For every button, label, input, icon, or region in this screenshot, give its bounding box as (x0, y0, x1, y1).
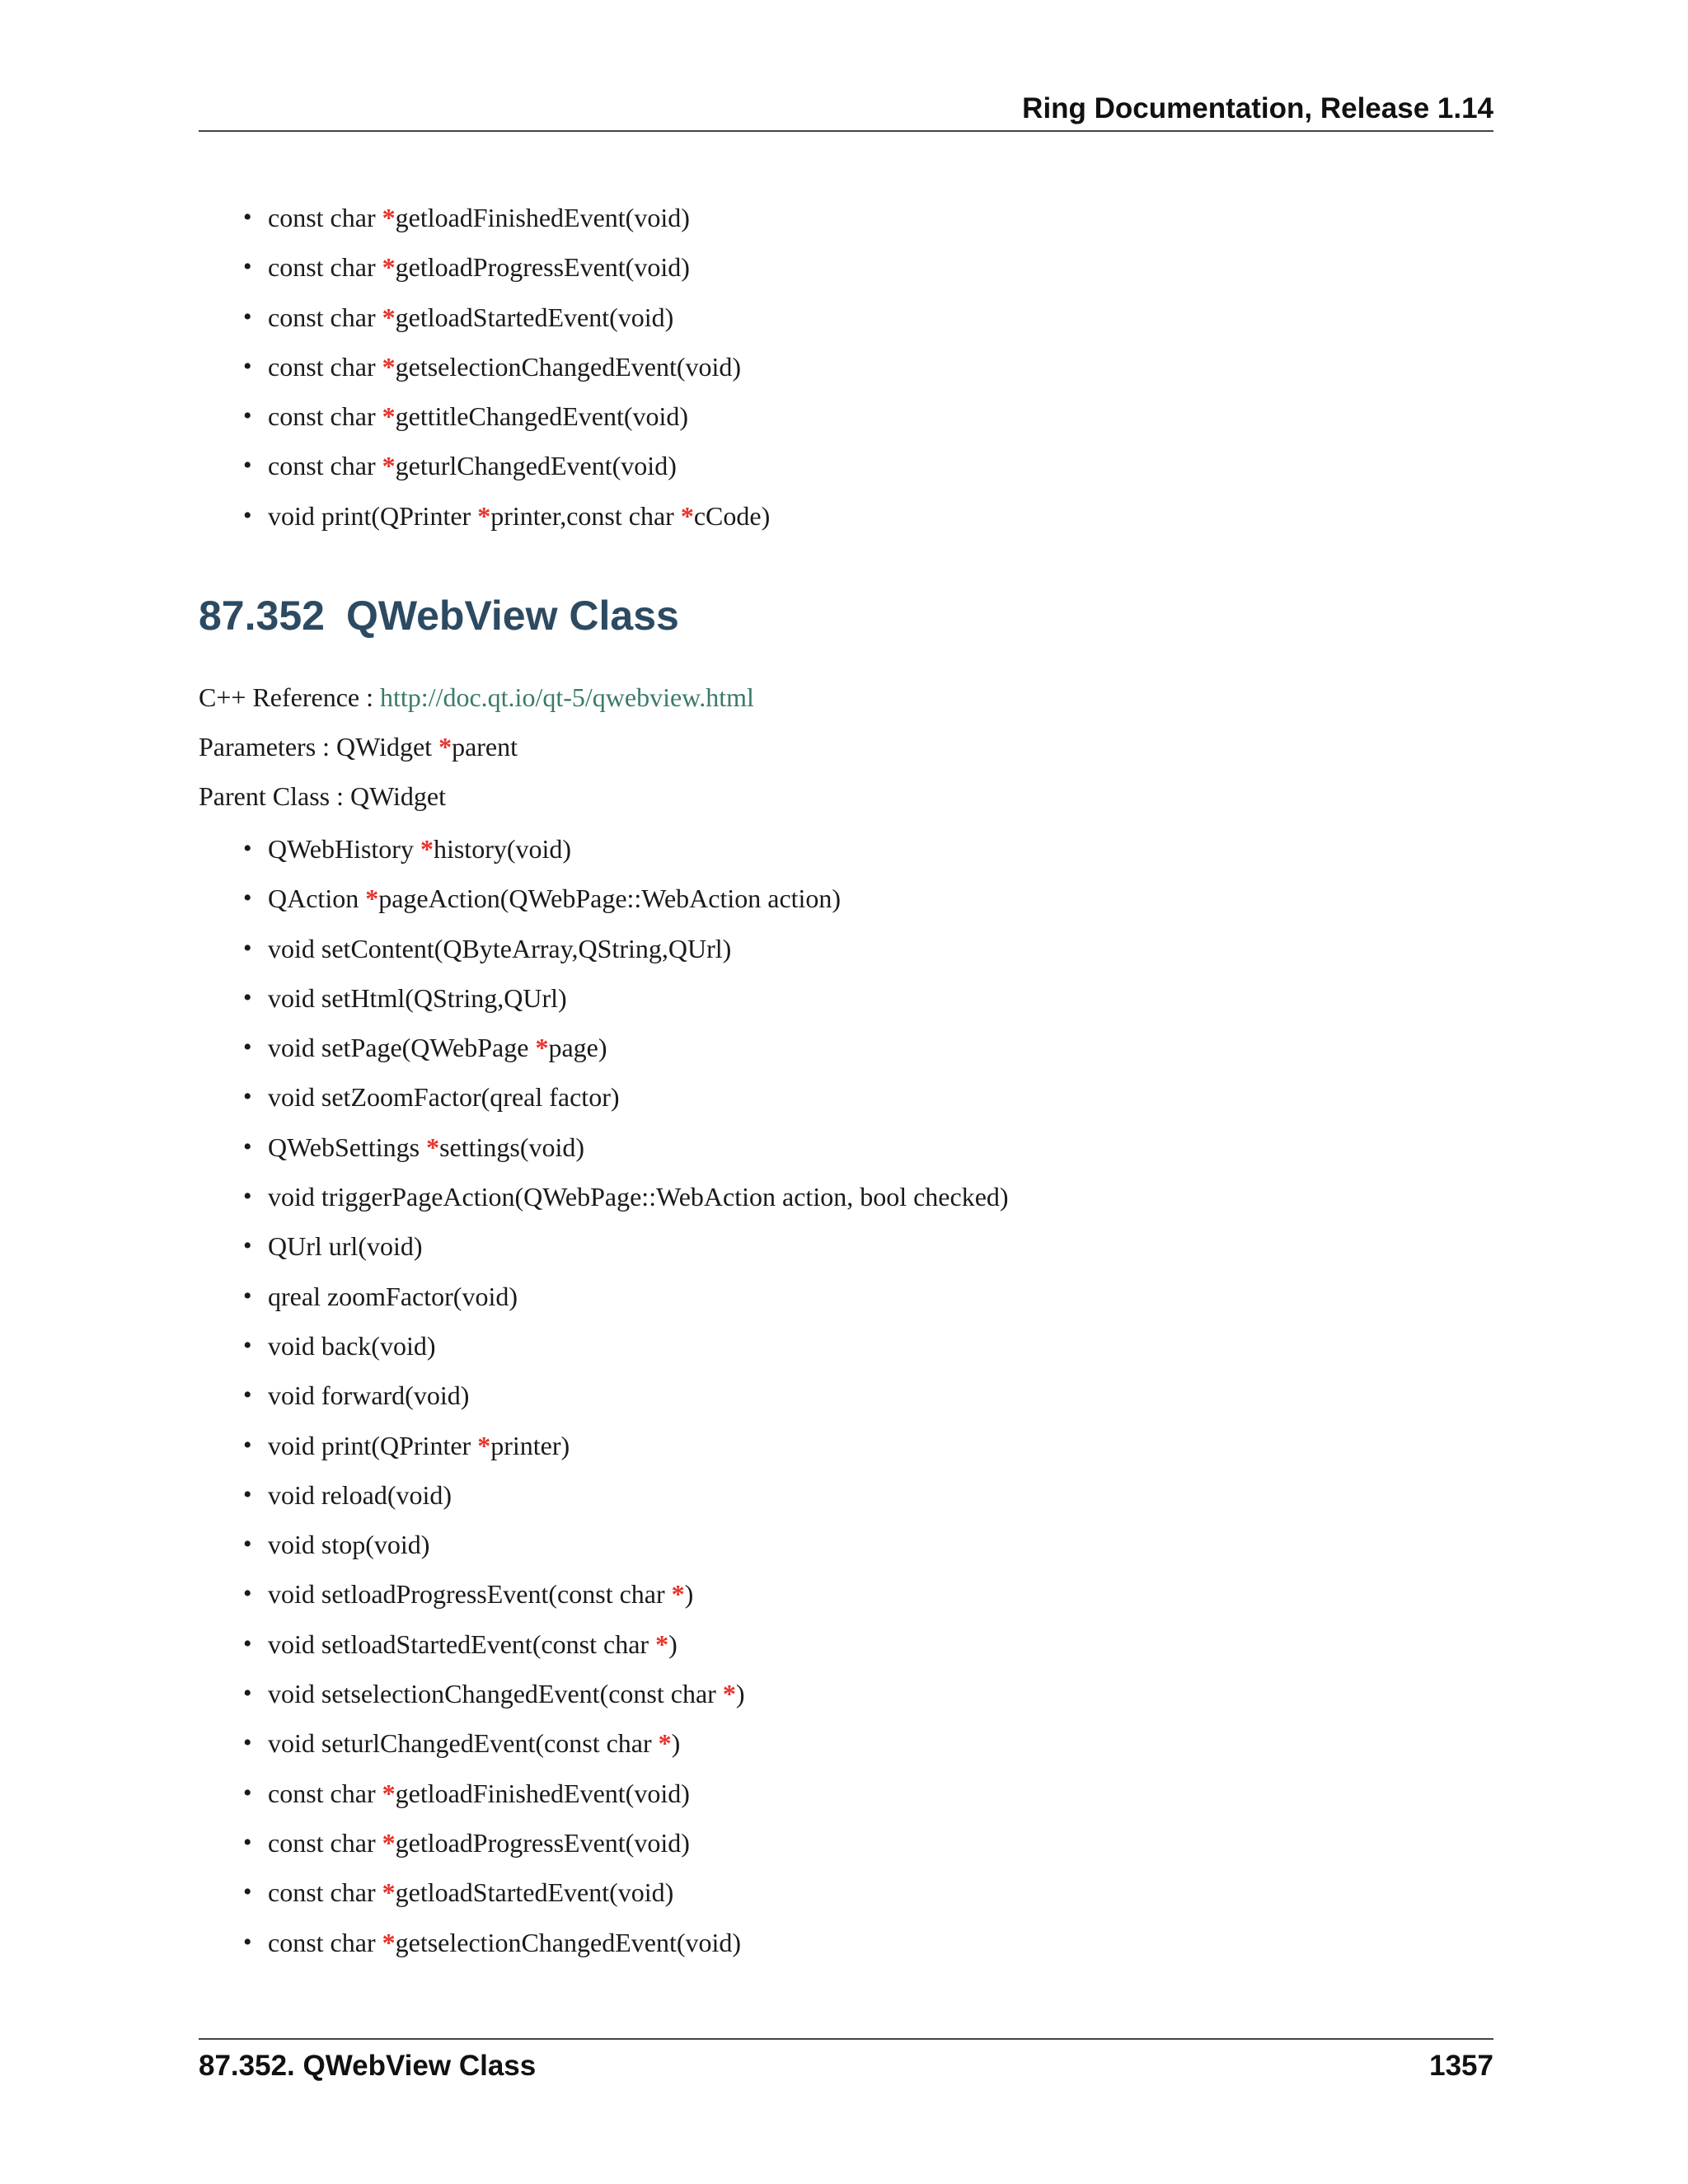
method-signature-text: ) (684, 1579, 694, 1610)
method-signature-text: gettitleChangedEvent(void) (395, 401, 689, 432)
list-item (243, 1718, 1009, 1768)
pointer-star: * (382, 401, 396, 432)
list-item (243, 1520, 1009, 1569)
method-signature-text: void back(void) (268, 1330, 436, 1361)
method-signature-text: void setloadStartedEvent(const char (268, 1629, 656, 1659)
method-signature-text: getloadProgressEvent(void) (395, 252, 690, 283)
parameters-name: parent (452, 732, 518, 762)
list-item (243, 1619, 1009, 1669)
method-signature-text: const char (268, 351, 382, 382)
pointer-star: * (382, 451, 396, 481)
method-signature-text: getloadStartedEvent(void) (395, 302, 674, 332)
list-item (243, 1769, 1009, 1818)
pointer-star: * (426, 1132, 440, 1162)
list-item (243, 342, 770, 391)
pointer-star: * (722, 1679, 736, 1709)
method-signature-text: QWebSettings (268, 1132, 427, 1162)
method-signature-text: const char (268, 1778, 382, 1808)
pointer-star: * (655, 1629, 669, 1659)
method-signature-text: const char (268, 451, 382, 481)
method-list-qwebview (243, 824, 1009, 1967)
cpp-reference (199, 681, 754, 714)
method-signature-text: page) (548, 1033, 607, 1063)
method-signature-text: getselectionChangedEvent(void) (395, 1927, 742, 1957)
pointer-star: * (658, 1728, 672, 1759)
list-item (243, 193, 770, 242)
method-signature-text: geturlChangedEvent(void) (395, 451, 677, 481)
method-signature-text: history(void) (433, 834, 572, 864)
pointer-star: * (420, 834, 434, 864)
pointer-star: * (535, 1033, 549, 1063)
section-number: 87.352 (199, 593, 325, 639)
list-item (243, 293, 770, 342)
list-item (243, 1669, 1009, 1718)
method-signature-text: ) (735, 1679, 745, 1709)
footer-section-label: 87.352. QWebView Class (199, 2050, 537, 2082)
method-signature-text: QAction (268, 883, 366, 914)
method-signature-text: ) (671, 1728, 681, 1759)
method-list-previous-class (243, 193, 770, 541)
section-title: QWebView Class (345, 593, 679, 639)
list-item (243, 973, 1009, 1023)
list-item (243, 242, 770, 292)
method-signature-text: void setContent(QByteArray,QString,QUrl) (268, 933, 732, 963)
list-item (243, 1321, 1009, 1371)
method-signature-text: QUrl url(void) (268, 1231, 423, 1262)
method-signature-text: void setPage(QWebPage (268, 1033, 536, 1063)
parameters-label: Parameters : QWidget (199, 732, 439, 762)
method-signature-text: void reload(void) (268, 1479, 452, 1510)
pointer-star: * (382, 302, 396, 332)
method-signature-text: printer,const char (490, 500, 681, 531)
pointer-star: * (438, 732, 452, 762)
parent-class: Parent Class : QWidget (199, 781, 446, 811)
list-item (243, 924, 1009, 973)
method-signature-text: QWebHistory (268, 834, 420, 864)
list-item (243, 1221, 1009, 1271)
method-signature-text: void print(QPrinter (268, 1430, 478, 1460)
method-signature-text: settings(void) (439, 1132, 585, 1162)
pointer-star: * (382, 351, 396, 382)
method-signature-text: const char (268, 1827, 382, 1858)
pointer-star: * (382, 1827, 396, 1858)
pointer-star: * (365, 883, 379, 914)
method-signature-text: void setHtml(QString,QUrl) (268, 982, 567, 1013)
cpp-reference-link[interactable]: http://doc.qt.io/qt-5/qwebview.html (380, 682, 754, 712)
list-item (243, 1569, 1009, 1619)
method-signature-text: const char (268, 1927, 382, 1957)
method-signature-text: void setZoomFactor(qreal factor) (268, 1082, 620, 1113)
pointer-star: * (382, 1927, 396, 1957)
parameters (199, 730, 518, 763)
list-item (243, 491, 770, 541)
pointer-star: * (382, 203, 396, 232)
list-item (243, 1272, 1009, 1321)
method-signature-text: const char (268, 1877, 382, 1908)
page-header (199, 89, 1493, 132)
pointer-star: * (382, 1877, 396, 1908)
method-signature-text: pageAction(QWebPage::WebAction action) (378, 883, 842, 914)
cpp-reference-label: C++ Reference : (199, 682, 380, 712)
list-item (243, 1371, 1009, 1420)
method-signature-text: printer) (490, 1430, 570, 1460)
method-signature-text: getloadStartedEvent(void) (395, 1877, 674, 1908)
method-signature-text: void forward(void) (268, 1380, 470, 1411)
method-signature-text: const char (268, 401, 382, 432)
method-signature-text: getloadFinishedEvent(void) (395, 203, 690, 232)
list-item (243, 824, 1009, 874)
method-signature-text: void setselectionChangedEvent(const char (268, 1679, 723, 1709)
list-item (243, 1172, 1009, 1221)
pointer-star: * (382, 252, 396, 283)
page-footer (199, 2038, 1493, 2097)
method-signature-text: void seturlChangedEvent(const char (268, 1728, 659, 1759)
method-signature-text: cCode) (693, 500, 771, 531)
method-signature-text: getloadProgressEvent(void) (395, 1827, 690, 1858)
list-item (243, 874, 1009, 923)
pointer-star: * (477, 1430, 491, 1460)
list-item (243, 1122, 1009, 1172)
method-signature-text: void print(QPrinter (268, 500, 478, 531)
list-item (243, 1818, 1009, 1868)
list-item (243, 1470, 1009, 1520)
pointer-star: * (680, 500, 694, 531)
method-signature-text: const char (268, 302, 382, 332)
list-item (243, 1072, 1009, 1122)
method-signature-text: qreal zoomFactor(void) (268, 1281, 518, 1311)
list-item (243, 1421, 1009, 1470)
pointer-star: * (382, 1778, 396, 1808)
method-signature-text: void triggerPageAction(QWebPage::WebAction action, bool checked) (268, 1182, 1009, 1212)
pointer-star: * (671, 1579, 685, 1610)
page-number: 1357 (1429, 2050, 1493, 2082)
document-title: Ring Documentation, Release 1.14 (1022, 92, 1493, 124)
list-item (243, 441, 770, 490)
method-signature-text: const char (268, 203, 382, 232)
list-item (243, 1023, 1009, 1072)
list-item (243, 1918, 1009, 1967)
method-signature-text: ) (668, 1629, 678, 1659)
method-signature-text: void setloadProgressEvent(const char (268, 1579, 672, 1610)
list-item (243, 391, 770, 441)
method-signature-text: getloadFinishedEvent(void) (395, 1778, 690, 1808)
list-item (243, 1868, 1009, 1917)
method-signature-text: const char (268, 252, 382, 283)
method-signature-text: void stop(void) (268, 1530, 430, 1560)
section-heading (199, 589, 679, 642)
pointer-star: * (477, 500, 491, 531)
method-signature-text: getselectionChangedEvent(void) (395, 351, 742, 382)
